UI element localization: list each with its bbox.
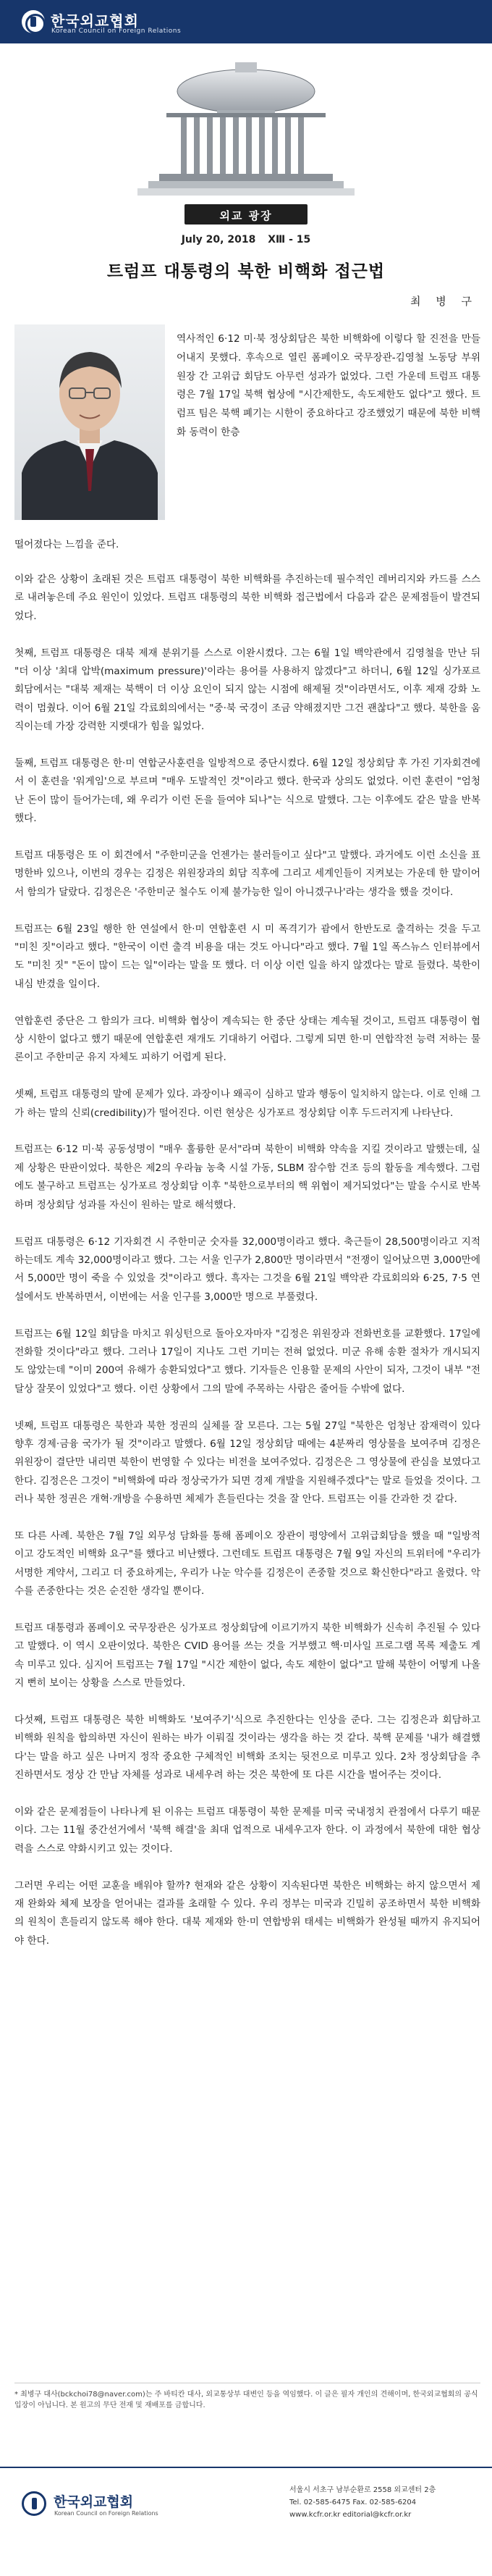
- paragraph: 이와 같은 상황이 초래된 것은 트럼프 대통령이 북한 비핵화를 추진하는데 필수적인 레버리지와 카드를 스스로 내려놓은데 주요 원인이 있었다. 트럼프 대통령의 북한 비핵화 접근법에서 다음과 같은 문제점들이 발견되었다.: [14, 574, 480, 622]
- assembly-dome-icon: [0, 56, 492, 201]
- paragraph: 이와 같은 문제점들이 나타나게 된 이유는 트럼프 대통령이 북한 문제를 미국 국내정치 관점에서 다루기 때문이다. 그는 11월 중간선거에서 '북핵 해결'을 최대 업적으로 내세우고자 한다. 이 과정에서 북한에 대한 협상력을 스스로 약화시키고 있는 것이다.: [14, 1806, 480, 1855]
- paragraph: 트럼프 대통령은 또 이 회견에서 "주한미군을 언젠가는 불러들이고 싶다"고 말했다. 과거에도 이런 소신을 표명한바 있으나, 이번의 경우는 김정은 위원장과의 회담 직후에 그리고 세계인들이 지켜보는 가운데 한 말이어서 함의가 달랐다. 김정은은 '주한미군 철수도 이제 불가능한 일이 아니겠구나'라는 생각을 했을 것이다.: [14, 849, 480, 898]
- paragraph: 트럼프는 6월 12일 회담을 마치고 워싱턴으로 돌아오자마자 "김정은 위원장과 전화번호를 교환했다. 17일에 전화할 것이다"라고 했다. 그러나 17일이 지나도 그런 기미는 전혀 없었다. 미군 유해 송환 절차가 개시되지도 않았는데 "이미 200여 유해가 송환되었다"고 했다. 기자들은 인용할 문제의 사안이 되자, 그것이 내부 "전달상 잘못이 있었다"고 했다. 이런 상황에서 그의 말에 주목하는 사람은 줄어들 수밖에 없다.: [14, 1327, 480, 1395]
- footer-org-subtitle: Korean Council on Foreign Relations: [54, 2510, 158, 2517]
- footer-contact: [289, 2484, 478, 2521]
- paragraph: 트럼프는 6·12 미·북 공동성명이 "매우 훌륭한 문서"라며 북한이 비핵화 약속을 지킬 것이라고 말했는데, 실제 상황은 딴판이었다. 북한은 제2의 우라늄 농축 시설 가동, SLBM 잠수함 건조 등의 활동을 계속했다. 그럼에도 불구하고 트럼프는 싱가포르 정상회담 이후 "북한으로부터의 핵 위협이 제거되었다"는 말을 수시로 반복하며 정상회담 성과를 자신이 원하는 말로 해석했다.: [14, 1144, 480, 1211]
- paragraph: 다섯째, 트럼프 대통령은 북한 비핵화도 '보여주기'식으로 추진한다는 인상을 준다. 그는 김정은과 회담하고 비핵화 원칙을 합의하면 자신이 원하는 바가 이뤄질 것이라는 생각을 하는 것 같다. 북핵 문제를 '내가 해결했다'는 말을 하고 싶은 나머지 정작 중요한 구체적인 비핵화 조치는 뒷전으로 미루고 있다. 2차 정상회담을 추진하면서도 정상 간 만남 자체를 성과로 내세우려 하는 것은 북한에 또 다른 시간을 벌어주는 것이다.: [14, 1713, 480, 1782]
- article-body: [14, 571, 480, 1969]
- paragraph: 첫째, 트럼프 대통령은 대북 제재 분위기를 스스로 이완시켰다. 그는 6월 1일 백악관에서 김영철을 만난 뒤 "더 이상 '최대 압박(maximum pressure)'이라는 용어를 사용하지 않겠다"고 하더니, 6월 12일 싱가포르 회담에서는 "대북 제재는 북핵이 더 이상 요인이 되지 않는 시점에 해제될 것"이라면서도, 이후 제재 강화 노력이 멈췄다. 이어 6월 21일 각료회의에서는 "중·북 국경이 조금 약해졌지만 그건 괜찮다"고 했다. 북한을 움직이는데 가장 강력한 지렛대가 힘을 잃었다.: [14, 647, 480, 733]
- article-intro: 역사적인 6·12 미·북 정상회담은 북한 비핵화에 이렇다 할 진전을 만들어내지 못했다. 후속으로 열린 폼페이오 국무장관-김영철 노동당 부위원장 간 고위급 회담도 아무런 성과가 없었다. 그런 가운데 트럼프 대통령은 7월 17일 북핵 협상에 "시간제한도, 속도제한도 없다"고 했다. 트럼프 팀은 북핵 폐기는 시한이 중요하다고 강조했었기 때문에 북한 비핵화 동력이 한층: [177, 333, 480, 438]
- article-intro-tail: 떨어졌다는 느낌을 준다.: [14, 539, 119, 550]
- issue-volume: XⅢ - 15: [268, 234, 311, 246]
- footer-org-name: 한국외교협회: [54, 2494, 134, 2510]
- paragraph: 트럼프 대통령은 6·12 기자회견 시 주한미군 숫자를 32,000명이라고 했다. 축근들이 28,500명이라고 지적하는데도 계속 32,000명이라고 했다. 그는 서울 인구가 2,800만 명이라면서 "전쟁이 일어났으면 3,000만에서 5,000만 명이 죽을 수 있었을 것"이라고 했다. 흑자는 그것을 6월 21일 백악관 각료회의와 6·25, 7·5 연설에서도 반복하면서, 이번에는 서울 인구를 3,000만 명으로 부풀렸다.: [14, 1235, 480, 1303]
- article-author: 최 병 구: [410, 295, 478, 308]
- paragraph: 트럼프 대통령과 폼페이오 국무장관은 싱가포르 정상회담에 이르기까지 북한 비핵화가 신속히 추진될 수 있다고 말했다. 이 역시 오판이었다. 북한은 CVID 용어를 쓰는 것을 거부했고 핵·미사일 프로그램 목록 제출도 계속 미루고 있다. 심지어 트럼프는 7월 17일 "시간 제한이 없다, 속도 제한이 없다"고 말해 북한이 어떻게 나올지 뻔히 보이는 상황을 스스로 만들었다.: [14, 1621, 480, 1690]
- issue-info: [0, 234, 492, 246]
- author-portrait-icon: [14, 324, 165, 520]
- section-title: 외교 광장: [219, 209, 273, 222]
- footer-address: 서울시 서초구 남부순환로 2558 외교센터 2층: [289, 2486, 436, 2494]
- footer-phone: Tel. 02-585-6475 Fax. 02-585-6204: [289, 2499, 417, 2506]
- org-name: 한국외교협회: [51, 12, 139, 30]
- paragraph: 셋째, 트럼프 대통령의 말에 문제가 있다. 과장이나 왜곡이 심하고 말과 행동이 일치하지 않는다. 이로 인해 그가 하는 말의 신뢰(credibility)가 떨어진다. 이런 현상은 싱가포르 정상회담 이후 두드러지게 나타난다.: [14, 1088, 480, 1119]
- org-subtitle: Korean Council on Foreign Relations: [51, 28, 182, 35]
- org-logo-icon: [22, 10, 45, 33]
- footer-web[interactable]: www.kcfr.or.kr editorial@kcfr.or.kr: [289, 2511, 412, 2519]
- author-photo: [14, 324, 165, 520]
- paragraph: 그러면 우리는 어떤 교훈을 배워야 할까? 현재와 같은 상황이 지속된다면 북한은 비핵화는 하지 않으면서 제재 완화와 체제 보장을 얻어내는 결과를 초래할 수 있다. 우리 정부는 미국과 긴밀히 공조하면서 북한 비핵화의 원칙이 흔들리지 않도록 해야 한다. 대북 제재와 한·미 연합방위 태세는 비핵화가 완성될 때까지 유지되어야 한다.: [14, 1879, 480, 1947]
- paragraph: 둘째, 트럼프 대통령은 한·미 연합군사훈련을 일방적으로 중단시켰다. 6월 12일 정상회담 후 가진 기자회견에서 이 훈련을 '워게임'으로 부르며 "매우 도발적인 것"이라고 했다. 한국과 상의도 없었다. 이런 훈련이 "엄청난 돈이 많이 들어가는데, 왜 우리가 이런 돈을 들여야 되나"는 식으로 말했다. 그는 이후에도 같은 말을 반복했다.: [14, 758, 480, 825]
- paragraph: 연합훈련 중단은 그 함의가 크다. 비핵화 협상이 계속되는 한 중단 상태는 계속될 것이고, 트럼프 대통령이 협상 시한이 없다고 했기 때문에 연합훈련 재개도 기대하기 어렵다. 그렇게 되면 한·미 연합작전 능력 저하는 물론이고 주한미군 유지 자체도 피하기 어렵게 된다.: [14, 1015, 480, 1064]
- footer-logo-icon: [22, 2491, 46, 2516]
- footer-divider: [0, 2467, 492, 2468]
- header-bar: [0, 0, 492, 43]
- masthead: [0, 43, 492, 246]
- article-title: 트럼프 대통령의 북한 비핵화 접근법: [106, 262, 386, 281]
- paragraph: 트럼프는 6월 23일 행한 한 연설에서 한·미 연합훈련 시 미 폭격기가 괌에서 한반도로 출격하는 것을 두고 "미친 짓"이라고 했다. "한국이 이런 출격 비용을 대는 것도 아니다"라고 했다. 7월 1일 폭스뉴스 인터뷰에서도 "미친 짓" "돈이 많이 드는 일"이라는 말을 또 했다. 더 이상 이런 일을 하지 않겠다는 말로 들렸다. 북한이 내심 반겼을 일이다.: [14, 923, 480, 990]
- section-ribbon: [184, 204, 308, 225]
- issue-date: July 20, 2018: [181, 234, 256, 246]
- paragraph: 또 다른 사례. 북한은 7월 7일 외무성 담화를 통해 폼페이오 장관이 평양에서 고위급회담을 했을 때 "일방적이고 강도적인 비핵화 요구"를 했다고 비난했다. 그런데도 트럼프 대통령은 7월 9일 자신의 트위터에 "우리가 서명한 계약서, 그리고 더 중요하게는, 우리가 나눈 악수를 김정은이 존중할 것으로 확신한다"라고 올렸다. 악수를 존중한다는 것은 순진한 생각일 뿐이다.: [14, 1530, 480, 1598]
- paragraph: 넷째, 트럼프 대통령은 북한과 북한 정권의 실체를 잘 모른다. 그는 5월 27일 "북한은 엄청난 잠재력이 있다 향후 경제·금융 국가가 될 것"이라고 말했다. 6월 12일 정상회담 때에는 4분짜리 영상물을 보여주며 김정은 위원장이 결단만 내리면 북한이 번영할 수 있다는 비전을 보여주었다. 김정은은 그 영상물에 관심을 보였다고 한다. 김정은은 그것이 "비핵화에 따라 정상국가가 되면 경제 개발을 지원해주겠다"는 말로 들었을 것이다. 그러나 북한 정권은 개혁·개방을 수용하면 체제가 흔들린다는 것을 잘 안다. 트럼프는 이를 간과한 것 같다.: [14, 1419, 480, 1506]
- author-footnote: * 최병구 대사(bckchoi78@naver.com)는 주 바티칸 대사, 외교통상부 대변인 등을 역임했다. 이 글은 필자 개인의 견해이며, 한국외교협회의 공식 입장이 아닙니다. 본 원고의 무단 전재 및 재배포를 금합니다.: [14, 2383, 480, 2411]
